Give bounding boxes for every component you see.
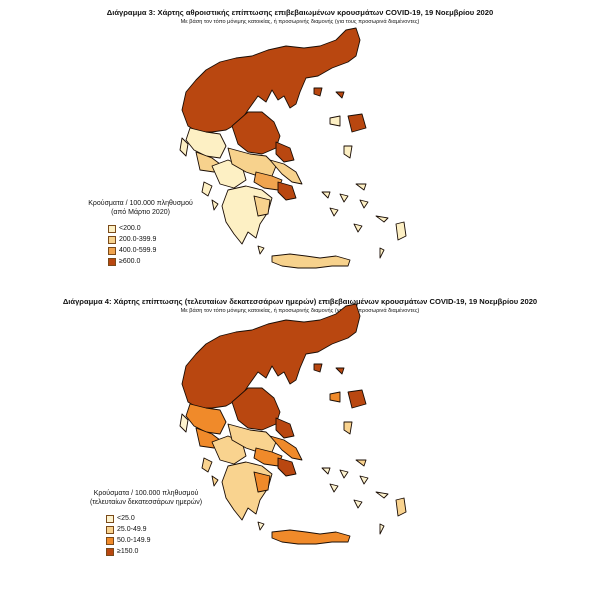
- legend-swatch: [108, 236, 116, 244]
- island-cyclades-1: [322, 192, 330, 198]
- map-title: Διάγραμμα 4: Χάρτης επίπτωσης (τελευταίων δεκατεσσάρων ημερών) επιβεβαιωμένων κρουσμάτων COVID-19, 19 Νοεμβρίου 2020: [62, 297, 538, 306]
- legend-title-line2: (τελευταίων δεκατεσσάρων ημερών): [89, 498, 203, 506]
- region-attica: [278, 182, 296, 200]
- island-rhodes: [396, 498, 406, 516]
- legend-swatch: [108, 225, 116, 233]
- region-magnesia: [276, 142, 294, 162]
- map-legend: [78, 200, 203, 268]
- legend-item: [106, 547, 216, 558]
- island-cyclades-1: [322, 468, 330, 474]
- region-macedonia-thrace: [182, 28, 360, 132]
- island-kos: [376, 216, 388, 222]
- legend-swatch: [106, 537, 114, 545]
- legend-title-line1: Κρούσματα / 100.000 πληθυσμού: [88, 200, 193, 207]
- island-kefalonia: [202, 182, 212, 196]
- island-cyclades-3: [340, 470, 348, 478]
- legend-swatch: [108, 258, 116, 266]
- island-samos: [356, 184, 366, 190]
- island-thasos: [314, 364, 322, 372]
- island-cyclades-5: [354, 224, 362, 232]
- legend-label: 400.0-599.9: [119, 246, 157, 254]
- legend-swatch: [106, 548, 114, 556]
- island-cyclades-4: [360, 200, 368, 208]
- legend-title-line1: Κρούσματα / 100.000 πληθυσμού: [93, 490, 199, 497]
- island-cyclades-4: [360, 476, 368, 484]
- island-crete: [272, 530, 350, 544]
- map-panel-14-days: [0, 296, 600, 592]
- legend-label: <25.0: [117, 514, 135, 522]
- island-samos: [356, 460, 366, 466]
- island-zakynthos: [212, 200, 218, 210]
- island-kythira: [258, 522, 264, 530]
- region-magnesia: [276, 418, 294, 438]
- island-kefalonia: [202, 458, 212, 472]
- island-cyclades-2: [330, 208, 338, 216]
- legend-item: [106, 525, 216, 536]
- legend-item: [108, 224, 203, 235]
- island-karpathos: [380, 248, 384, 258]
- island-cyclades-2: [330, 484, 338, 492]
- island-lemnos: [330, 392, 340, 402]
- legend-label: 25.0-49.9: [117, 525, 147, 533]
- island-kos: [376, 492, 388, 498]
- map-panel-cumulative: [0, 0, 600, 292]
- island-kythira: [258, 246, 264, 254]
- island-zakynthos: [212, 476, 218, 486]
- island-karpathos: [380, 524, 384, 534]
- legend-label: ≥150.0: [117, 547, 139, 555]
- map-title: Διάγραμμα 3: Χάρτης αθροιστικής επίπτωσης επιβεβαιωμένων κρουσμάτων COVID-19, 19 Νοεμβρίου 2020: [106, 8, 494, 17]
- island-samothrace: [336, 368, 344, 374]
- region-epirus-north: [186, 404, 226, 434]
- legend-item: [108, 235, 203, 246]
- legend-item: [106, 536, 216, 547]
- legend-label: 50.0-149.9: [117, 536, 151, 544]
- island-samothrace: [336, 92, 344, 98]
- region-macedonia-thrace: [182, 304, 360, 408]
- legend-label: ≥600.0: [119, 257, 141, 265]
- legend-item: [108, 246, 203, 257]
- legend-swatch: [106, 526, 114, 534]
- island-lemnos: [330, 116, 340, 126]
- island-chios: [344, 146, 352, 158]
- region-epirus-north: [186, 128, 226, 158]
- legend-item: [108, 257, 203, 268]
- island-cyclades-5: [354, 500, 362, 508]
- legend-swatch: [108, 247, 116, 255]
- island-cyclades-3: [340, 194, 348, 202]
- legend-swatch: [106, 515, 114, 523]
- legend-label: 200.0-399.9: [119, 235, 157, 243]
- island-thasos: [314, 88, 322, 96]
- map-subtitle: Με βάση τον τόπο μόνιμης κατοικίας, ή προσωρινής διαμονής (για τους προσωρινά διαμένοντες): [180, 308, 420, 314]
- legend-label: <200.0: [119, 224, 141, 232]
- island-rhodes: [396, 222, 406, 240]
- island-lesvos: [348, 114, 366, 132]
- island-chios: [344, 422, 352, 434]
- legend-item: [106, 514, 216, 525]
- region-attica: [278, 458, 296, 476]
- map-legend: [76, 490, 216, 558]
- legend-title-line2: (από Μάρτιο 2020): [111, 208, 170, 216]
- map-subtitle: Με βάση τον τόπο μόνιμης κατοικίας, ή προσωρινής διαμονής (για τους προσωρινά διαμένοντες): [180, 19, 420, 25]
- island-lesvos: [348, 390, 366, 408]
- island-crete: [272, 254, 350, 268]
